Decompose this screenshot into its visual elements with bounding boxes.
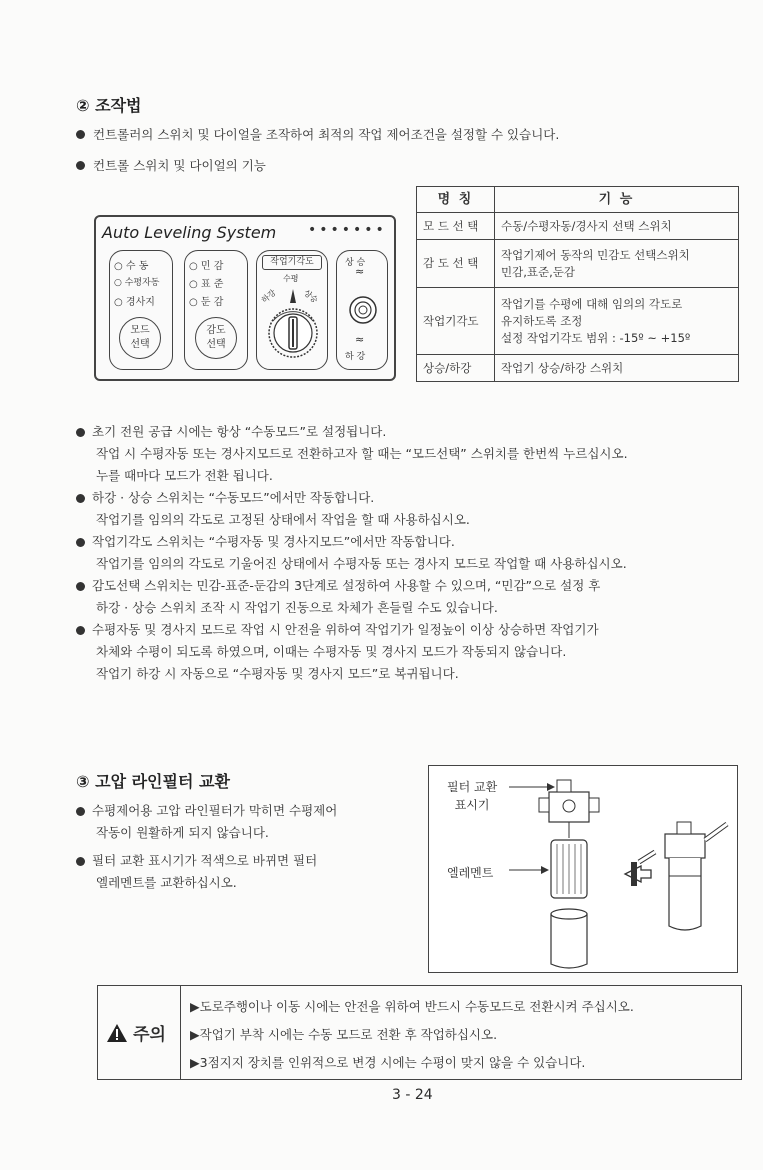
note-item (76, 487, 756, 531)
table-row (417, 355, 739, 382)
angle-label: 작업기각도 (262, 255, 322, 270)
row-name: 모 드 선 택 (417, 213, 495, 240)
mode-group (109, 250, 173, 370)
sens-button-line1: 감도 (206, 325, 226, 336)
note-line: 작업기각도 스위치는 “수평자동 및 경사지모드”에서만 작동합니다. (92, 534, 455, 549)
note-line: 작업기를 임의의 각도로 고정된 상태에서 작업을 할 때 사용하십시오. (96, 512, 470, 527)
warning-label (106, 1020, 166, 1045)
note-line: 차체와 수평이 되도록 하였으며, 이때는 수평자동 및 경사지 모드가 작동되지 않습니다. (96, 644, 567, 659)
row-func: 작업기 상승/하강 스위치 (495, 355, 739, 382)
mode-option-manual[interactable]: ○ 수 동 (114, 261, 149, 272)
panel-title: Auto Leveling System (102, 223, 277, 242)
row-name: 작업기각도 (417, 288, 495, 355)
angle-left-label: 하강 (259, 288, 278, 305)
angle-dial-group (256, 250, 328, 370)
warning-line: ▶도로주행이나 이동 시에는 안전을 위하여 반드시 수동모드로 전환시켜 주십시오. (190, 999, 634, 1014)
chevron-up-icon: ≈ (355, 265, 365, 278)
table-row (417, 288, 739, 355)
sens-button-line2: 선택 (206, 339, 226, 350)
bullet-dot (76, 807, 85, 816)
filter-figure (428, 765, 738, 973)
bullet-dot (76, 161, 85, 170)
angle-right-label: 상승 (301, 288, 320, 305)
warning-line: ▶3점지지 장치를 인위적으로 변경 시에는 수평이 맞지 않을 수 있습니다. (190, 1055, 586, 1070)
bullet-dot (76, 857, 85, 866)
bullet-line: 필터 교환 표시기가 적색으로 바뀌면 필터 (92, 853, 318, 868)
mode-button-line1: 모드 (130, 325, 150, 336)
note-line: 수평자동 및 경사지 모드로 작업 시 안전을 위하여 작업기가 일정높이 이상 상승하면 작업기가 (92, 622, 599, 637)
section3-title: ③ 고압 라인필터 교환 (76, 772, 230, 791)
note-line: 하강 · 상승 스위치 조작 시 작업기 진동으로 차체가 흔들릴 수도 있습니다. (96, 600, 498, 615)
controller-panel (94, 215, 396, 381)
warning-label-cell (98, 986, 181, 1079)
note-line: 하강 · 상승 스위치는 “수동모드”에서만 작동합니다. (92, 490, 375, 505)
row-func: 작업기를 수평에 대해 임의의 각도로 유지하도록 조정 설정 작업기각도 범위 : -15º ~ +15º (495, 288, 739, 355)
notes-list (76, 421, 756, 685)
down-label: 하 강 (345, 352, 366, 362)
filter-illustration-icon (429, 766, 739, 974)
mode-select-button[interactable] (119, 317, 161, 359)
note-line: 누를 때마다 모드가 전환 됩니다. (96, 468, 273, 483)
header-function: 기 능 (495, 187, 739, 213)
up-down-group (336, 250, 388, 370)
bullet-dot (76, 582, 85, 591)
note-item (76, 421, 756, 487)
bullet-dot (76, 428, 85, 437)
page-number: 3 - 24 (392, 1087, 433, 1103)
note-item (76, 575, 756, 619)
section2-title: ② 조작법 (76, 96, 142, 115)
note-item (76, 531, 756, 575)
mode-option-slope[interactable]: ○ 경사지 (114, 297, 155, 308)
table-row (417, 213, 739, 240)
bullet-dot (76, 626, 85, 635)
bullet-dot (76, 538, 85, 547)
note-line: 작업기를 임의의 각도로 기울어진 상태에서 수평자동 또는 경사지 모드로 작업할 때 사용하십시오. (96, 556, 627, 571)
row-func: 수동/수평자동/경사지 선택 스위치 (495, 213, 739, 240)
warning-box (97, 985, 742, 1080)
sens-option-high[interactable]: ○ 민 감 (189, 261, 224, 272)
sens-option-low[interactable]: ○ 둔 감 (189, 297, 224, 308)
up-down-switch[interactable] (348, 295, 378, 325)
section3-bullet-2 (76, 850, 317, 894)
note-line: 감도선택 스위치는 민감-표준-둔감의 3단계로 설정하여 사용할 수 있으며, “민감”으로 설정 후 (92, 578, 601, 593)
up-label: 상 승 (345, 258, 366, 268)
angle-level-label: 수평 (283, 274, 299, 283)
sensitivity-group (184, 250, 248, 370)
bullet-line: 수평제어용 고압 라인필터가 막히면 수평제어 (92, 803, 338, 818)
element-label: 엘레멘트 (447, 866, 494, 880)
mode-button-line2: 선택 (130, 339, 150, 350)
bullet-line: 엘레멘트를 교환하십시오. (96, 875, 237, 890)
table-row (417, 240, 739, 288)
warning-triangle-icon (106, 1023, 128, 1043)
intro-bullet-text: 컨트롤러의 스위치 및 다이얼을 조작하여 최적의 작업 제어조건을 설정할 수 있습니다. (93, 127, 560, 142)
note-item (76, 619, 756, 685)
note-line: 작업 시 수평자동 또는 경사지모드로 전환하고자 할 때는 “모드선택” 스위치를 한번씩 누르십시오. (96, 446, 628, 461)
note-line: 작업기 하강 시 자동으로 “수평자동 및 경사지 모드”로 복귀됩니다. (96, 666, 459, 681)
note-line: 초기 전원 공급 시에는 항상 “수동모드”로 설정됩니다. (92, 424, 387, 439)
function-table (416, 186, 739, 382)
sens-option-standard[interactable]: ○ 표 준 (189, 279, 224, 290)
section3-bullet-1 (76, 800, 337, 844)
mode-option-auto-level[interactable]: ○ 수평자동 (114, 278, 160, 288)
panel-indicator-dots: ••••••• (308, 222, 387, 238)
intro-bullet-1 (76, 124, 559, 146)
warning-label-text: 주의 (133, 1025, 166, 1045)
row-name: 감 도 선 택 (417, 240, 495, 288)
table-header-row (417, 187, 739, 213)
indicator-label: 필터 교환 표시기 (447, 780, 498, 812)
bullet-dot (76, 130, 85, 139)
header-name: 명 칭 (417, 187, 495, 213)
intro-bullet-text: 컨트롤 스위치 및 다이얼의 기능 (93, 158, 266, 173)
bullet-dot (76, 494, 85, 503)
sensitivity-select-button[interactable] (195, 317, 237, 359)
bullet-line: 작동이 원활하게 되지 않습니다. (96, 825, 269, 840)
intro-bullet-2 (76, 155, 266, 177)
row-name: 상승/하강 (417, 355, 495, 382)
warning-line: ▶작업기 부착 시에는 수동 모드로 전환 후 작업하십시오. (190, 1027, 498, 1042)
chevron-down-icon: ≈ (355, 333, 365, 346)
row-func: 작업기제어 동작의 민감도 선택스위치 민감,표준,둔감 (495, 240, 739, 288)
angle-dial-knob[interactable] (263, 281, 323, 365)
